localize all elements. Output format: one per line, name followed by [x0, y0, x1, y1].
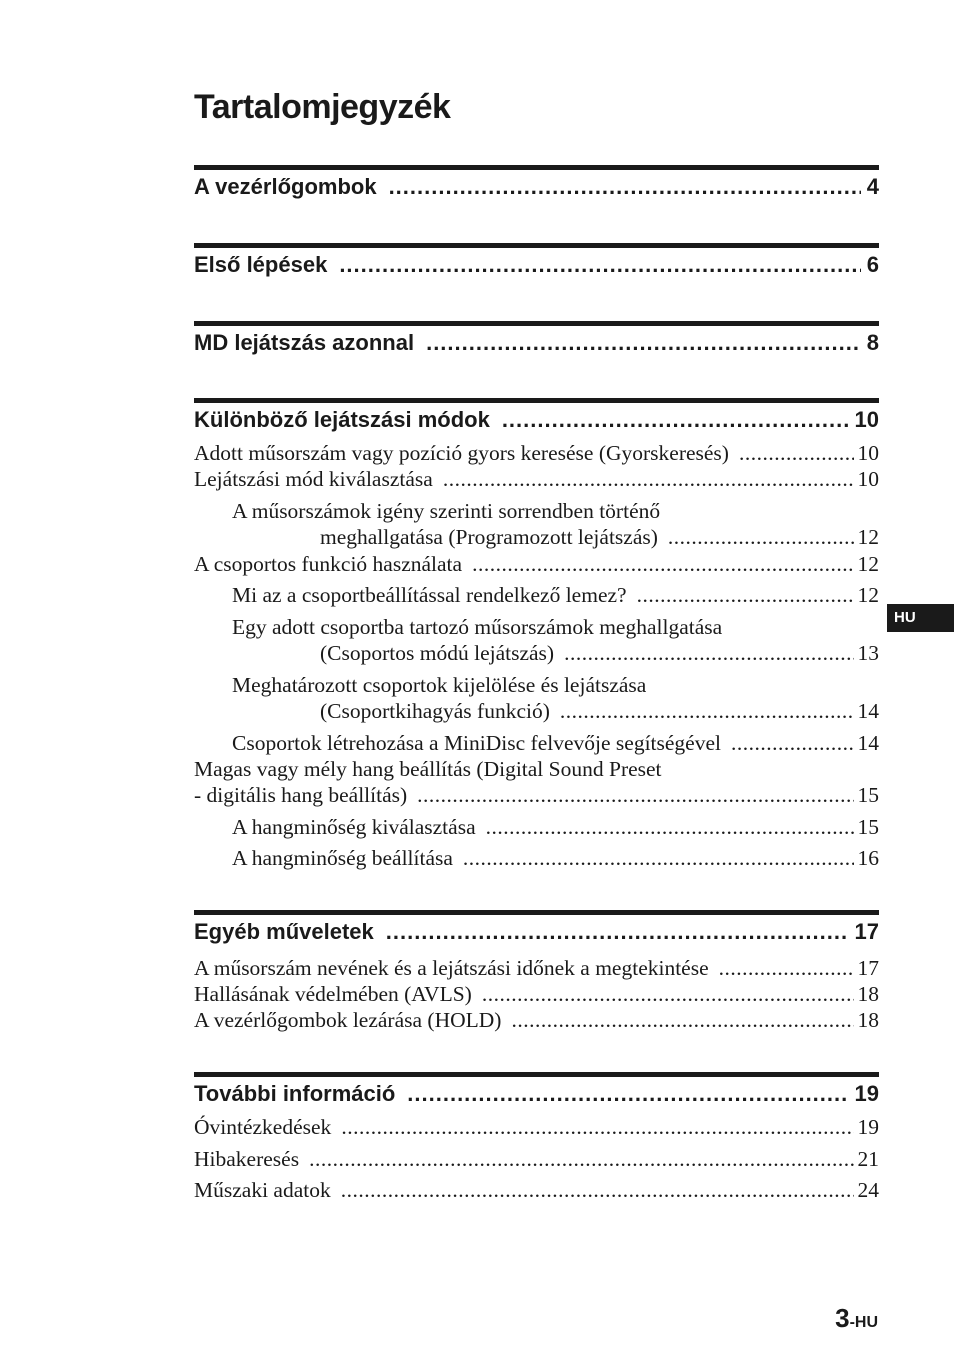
dot-leader [482, 982, 854, 1007]
entry-text-continued: (Csoportkihagyás funkció) [320, 699, 550, 723]
entry-text: Mi az a csoportbeállítással rendelkező lemez? [232, 583, 627, 607]
toc-section-md-lejatszas[interactable] [194, 330, 879, 356]
language-tab: HU [887, 604, 954, 632]
entry-text: A hangminőség kiválasztása [232, 815, 476, 839]
entry-page: 15 [857, 783, 879, 807]
section-page: 17 [854, 919, 879, 944]
entry-text: A vezérlőgombok lezárása (HOLD) [194, 1008, 502, 1032]
section-page: 19 [854, 1081, 879, 1106]
toc-entry[interactable] [194, 1147, 879, 1172]
section-rule [194, 398, 879, 403]
toc-entry[interactable] [194, 1178, 879, 1203]
entry-text: Adott műsorszám vagy pozíció gyors keresése (Gyorskeresés) [194, 441, 729, 465]
dot-leader [463, 846, 854, 871]
entry-page: 19 [857, 1115, 879, 1139]
entry-page: 12 [857, 525, 879, 549]
entry-text: Meghatározott csoportok kijelölése és lejátszása [232, 673, 647, 697]
entry-page: 14 [857, 699, 879, 723]
entry-page: 12 [857, 552, 879, 576]
toc-entry[interactable] [194, 757, 879, 808]
section-rule [194, 243, 879, 248]
toc-section-egyeb-muveletek[interactable] [194, 919, 879, 945]
entry-text: Egy adott csoportba tartozó műsorszámok meghallgatása [232, 615, 723, 639]
dot-leader [426, 330, 861, 356]
entry-text: A csoportos funkció használata [194, 552, 463, 576]
section-page: 6 [866, 252, 879, 277]
dot-leader [502, 407, 849, 433]
entry-text: Csoportok létrehozása a MiniDisc felvevője segítségével [232, 731, 721, 755]
page-number-suffix: -HU [849, 1314, 878, 1331]
entry-text: Magas vagy mély hang beállítás (Digital Sound Preset [194, 757, 662, 781]
entry-text-continued: (Csoportos módú lejátszás) [320, 641, 555, 665]
toc-entry[interactable] [194, 1008, 879, 1033]
entry-page: 15 [857, 815, 879, 839]
dot-leader [341, 1178, 854, 1203]
page-title: Tartalomjegyzék [194, 88, 451, 126]
dot-leader [564, 641, 853, 666]
entry-text: Lejátszási mód kiválasztása [194, 467, 433, 491]
toc-entry[interactable] [232, 673, 879, 724]
entry-page: 17 [857, 956, 879, 980]
section-rule [194, 165, 879, 170]
section-rule [194, 321, 879, 326]
page-number [835, 1303, 878, 1334]
entry-page: 16 [857, 846, 879, 870]
section-label: Egyéb műveletek [194, 919, 374, 944]
section-label: Különböző lejátszási módok [194, 407, 490, 432]
dot-leader [637, 583, 854, 608]
entry-text: Óvintézkedések [194, 1115, 332, 1139]
entry-text: Hibakeresés [194, 1147, 300, 1171]
entry-text: Hallásának védelmében (AVLS) [194, 982, 472, 1006]
entry-page: 18 [857, 1008, 879, 1032]
entry-text: A műsorszámok igény szerinti sorrendben történő [232, 499, 661, 523]
entry-page: 12 [857, 583, 879, 607]
dot-leader [389, 174, 861, 200]
entry-text: Műszaki adatok [194, 1178, 331, 1202]
dot-leader [739, 441, 854, 466]
dot-leader [339, 252, 860, 278]
section-page: 8 [866, 330, 879, 355]
toc-entry[interactable] [232, 731, 879, 756]
toc-section-elso-lepesek[interactable] [194, 252, 879, 278]
toc-entry[interactable] [232, 499, 879, 550]
entry-text-continued: meghallgatása (Programozott lejátszás) [320, 525, 658, 549]
entry-page: 24 [857, 1178, 879, 1202]
section-label: MD lejátszás azonnal [194, 330, 415, 355]
toc-section-lejatszasi-modok[interactable] [194, 407, 879, 433]
entry-page: 13 [857, 641, 879, 665]
entry-page: 10 [857, 467, 879, 491]
toc-entry[interactable] [194, 982, 879, 1007]
toc-entry[interactable] [232, 815, 879, 840]
dot-leader [668, 525, 854, 550]
dot-leader [731, 731, 854, 756]
entry-text: A hangminőség beállítása [232, 846, 453, 870]
section-label: További információ [194, 1081, 396, 1106]
dot-leader [386, 919, 849, 945]
dot-leader [407, 1081, 848, 1107]
section-rule [194, 1072, 879, 1077]
entry-text-continued: - digitális hang beállítás) [194, 783, 408, 807]
entry-page: 10 [857, 441, 879, 465]
toc-entry[interactable] [194, 956, 879, 981]
section-page: 10 [854, 407, 879, 432]
entry-text: A műsorszám nevének és a lejátszási időnek a megtekintése [194, 956, 709, 980]
toc-entry[interactable] [194, 1115, 879, 1140]
dot-leader [341, 1115, 853, 1140]
dot-leader [309, 1147, 853, 1172]
toc-entry[interactable] [194, 552, 879, 577]
dot-leader [511, 1008, 853, 1033]
dot-leader [417, 783, 853, 808]
toc-entry[interactable] [194, 467, 879, 492]
dot-leader [560, 699, 854, 724]
toc-section-tovabbi-informacio[interactable] [194, 1081, 879, 1107]
section-label: Első lépések [194, 252, 328, 277]
toc-entry[interactable] [194, 441, 879, 466]
toc-entry[interactable] [232, 583, 879, 608]
dot-leader [719, 956, 854, 981]
dot-leader [443, 467, 854, 492]
section-rule [194, 910, 879, 915]
section-label: A vezérlőgombok [194, 174, 377, 199]
toc-entry[interactable] [232, 615, 879, 666]
entry-page: 18 [857, 982, 879, 1006]
dot-leader [472, 552, 853, 577]
section-page: 4 [866, 174, 879, 199]
toc-section-vezerlogombok[interactable] [194, 174, 879, 200]
page-number-digit: 3 [835, 1303, 850, 1333]
toc-entry[interactable] [232, 846, 879, 871]
entry-page: 21 [857, 1147, 879, 1171]
dot-leader [486, 815, 854, 840]
entry-page: 14 [857, 731, 879, 755]
